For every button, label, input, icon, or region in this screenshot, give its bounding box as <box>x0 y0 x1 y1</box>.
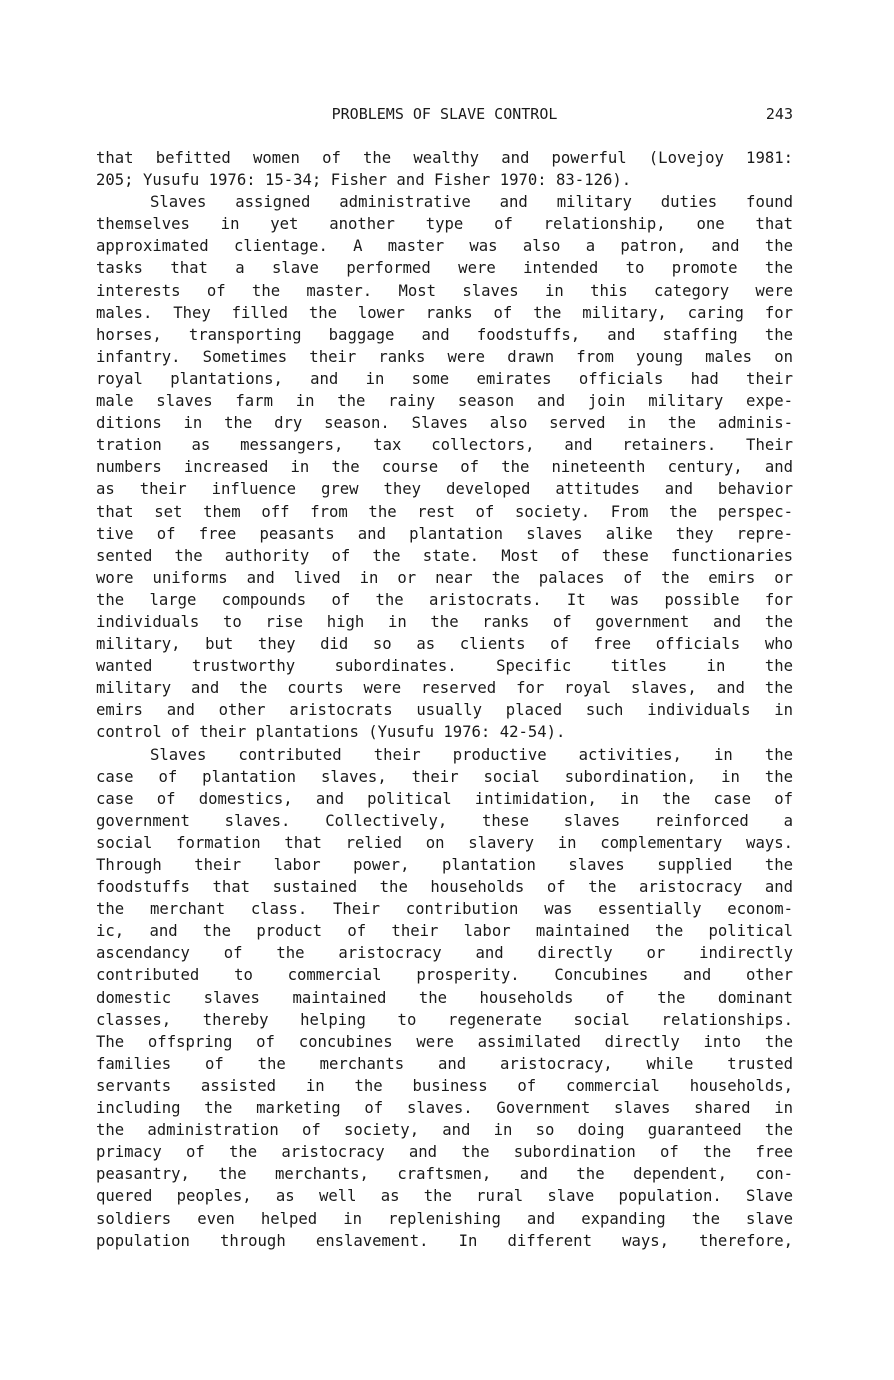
text-line: Through their labor power, plantation slaves supplied the <box>96 856 793 874</box>
text-line: social formation that relied on slavery in complementary ways. <box>96 833 793 852</box>
text-line: wore uniforms and lived in or near the palaces of the emirs or <box>96 568 793 587</box>
text-line: the administration of society, and in so doing guaranteed the <box>96 1121 793 1140</box>
page-number: 243 <box>765 105 793 123</box>
text-line: horses, transporting baggage and foodstuffs, and staffing the <box>96 325 793 344</box>
text-line: population through enslavement. In different ways, therefore, <box>96 1231 793 1250</box>
text-line: families of the merchants and aristocracy, while trusted <box>96 1054 793 1073</box>
text-line: soldiers even helped in replenishing and expanding the slave <box>96 1209 793 1228</box>
text-line: numbers increased in the course of the nineteenth century, and <box>96 458 793 477</box>
text-line: individuals to rise high in the ranks of government and the <box>96 612 793 631</box>
text-line: sented the authority of the state. Most of these functionaries <box>96 546 793 565</box>
text-line: ascendancy of the aristocracy and directly or indirectly <box>96 944 793 963</box>
text-line: the large compounds of the aristocrats. It was possible for <box>96 590 793 609</box>
running-title: PROBLEMS OF SLAVE CONTROL <box>331 105 558 123</box>
text-line: peasantry, the merchants, craftsmen, and the dependent, con- <box>96 1165 793 1184</box>
text-line: control of their plantations (Yusufu 1976: 42-54). <box>96 723 566 742</box>
text-line: as their influence grew they developed attitudes and behavior <box>96 480 793 499</box>
text-line: that set them off from the rest of society. From the perspec- <box>96 502 793 521</box>
body-text <box>96 147 793 1252</box>
text-line: primacy of the aristocracy and the subordination of the free <box>96 1143 793 1162</box>
text-line: tration as messangers, tax collectors, and retainers. Their <box>96 436 793 455</box>
text-line: The offspring of concubines were assimilated directly into the <box>96 1032 793 1051</box>
text-line: ditions in the dry season. Slaves also served in the adminis- <box>96 414 793 433</box>
text-line: case of domestics, and political intimidation, in the case of <box>96 789 793 808</box>
text-line: government slaves. Collectively, these slaves reinforced a <box>96 811 793 830</box>
text-line: emirs and other aristocrats usually placed such individuals in <box>96 701 793 720</box>
text-line: interests of the master. Most slaves in this category were <box>96 281 793 300</box>
text-line: wanted trustworthy subordinates. Specific titles in the <box>96 657 793 676</box>
text-line: military, but they did so as clients of free officials who <box>96 635 793 654</box>
text-line: 205; Yusufu 1976: 15-34; Fisher and Fisher 1970: 83-126). <box>96 171 632 190</box>
text-line: approximated clientage. A master was also a patron, and the <box>96 237 793 256</box>
text-line: military and the courts were reserved for royal slaves, and the <box>96 679 793 698</box>
text-line: contributed to commercial prosperity. Concubines and other <box>96 966 793 985</box>
text-line: case of plantation slaves, their social subordination, in the <box>96 767 793 786</box>
text-line: tasks that a slave performed were intended to promote the <box>96 259 793 278</box>
text-line: that befitted women of the wealthy and powerful (Lovejoy 1981: <box>96 149 793 167</box>
text-line: infantry. Sometimes their ranks were drawn from young males on <box>96 347 793 366</box>
text-line: tive of free peasants and plantation slaves alike they repre- <box>96 524 793 543</box>
text-line: foodstuffs that sustained the households of the aristocracy and <box>96 878 793 897</box>
running-header <box>96 103 793 125</box>
text-line: quered peoples, as well as the rural slave population. Slave <box>96 1187 793 1206</box>
paragraph-first-line: Slaves assigned administrative and military duties found <box>150 193 793 212</box>
text-line: classes, thereby helping to regenerate social relationships. <box>96 1010 793 1029</box>
text-line: including the marketing of slaves. Government slaves shared in <box>96 1099 793 1118</box>
text-line: royal plantations, and in some emirates officials had their <box>96 369 793 388</box>
text-line: the merchant class. Their contribution was essentially econom- <box>96 900 793 919</box>
paragraph-first-line: Slaves contributed their productive activities, in the <box>150 745 793 764</box>
text-line: domestic slaves maintained the households of the dominant <box>96 988 793 1007</box>
text-line: male slaves farm in the rainy season and join military expe- <box>96 392 793 411</box>
text-line: ic, and the product of their labor maintained the political <box>96 922 793 941</box>
text-line: servants assisted in the business of commercial households, <box>96 1076 793 1095</box>
text-line: themselves in yet another type of relationship, one that <box>96 215 793 234</box>
text-line: males. They filled the lower ranks of the military, caring for <box>96 303 793 322</box>
